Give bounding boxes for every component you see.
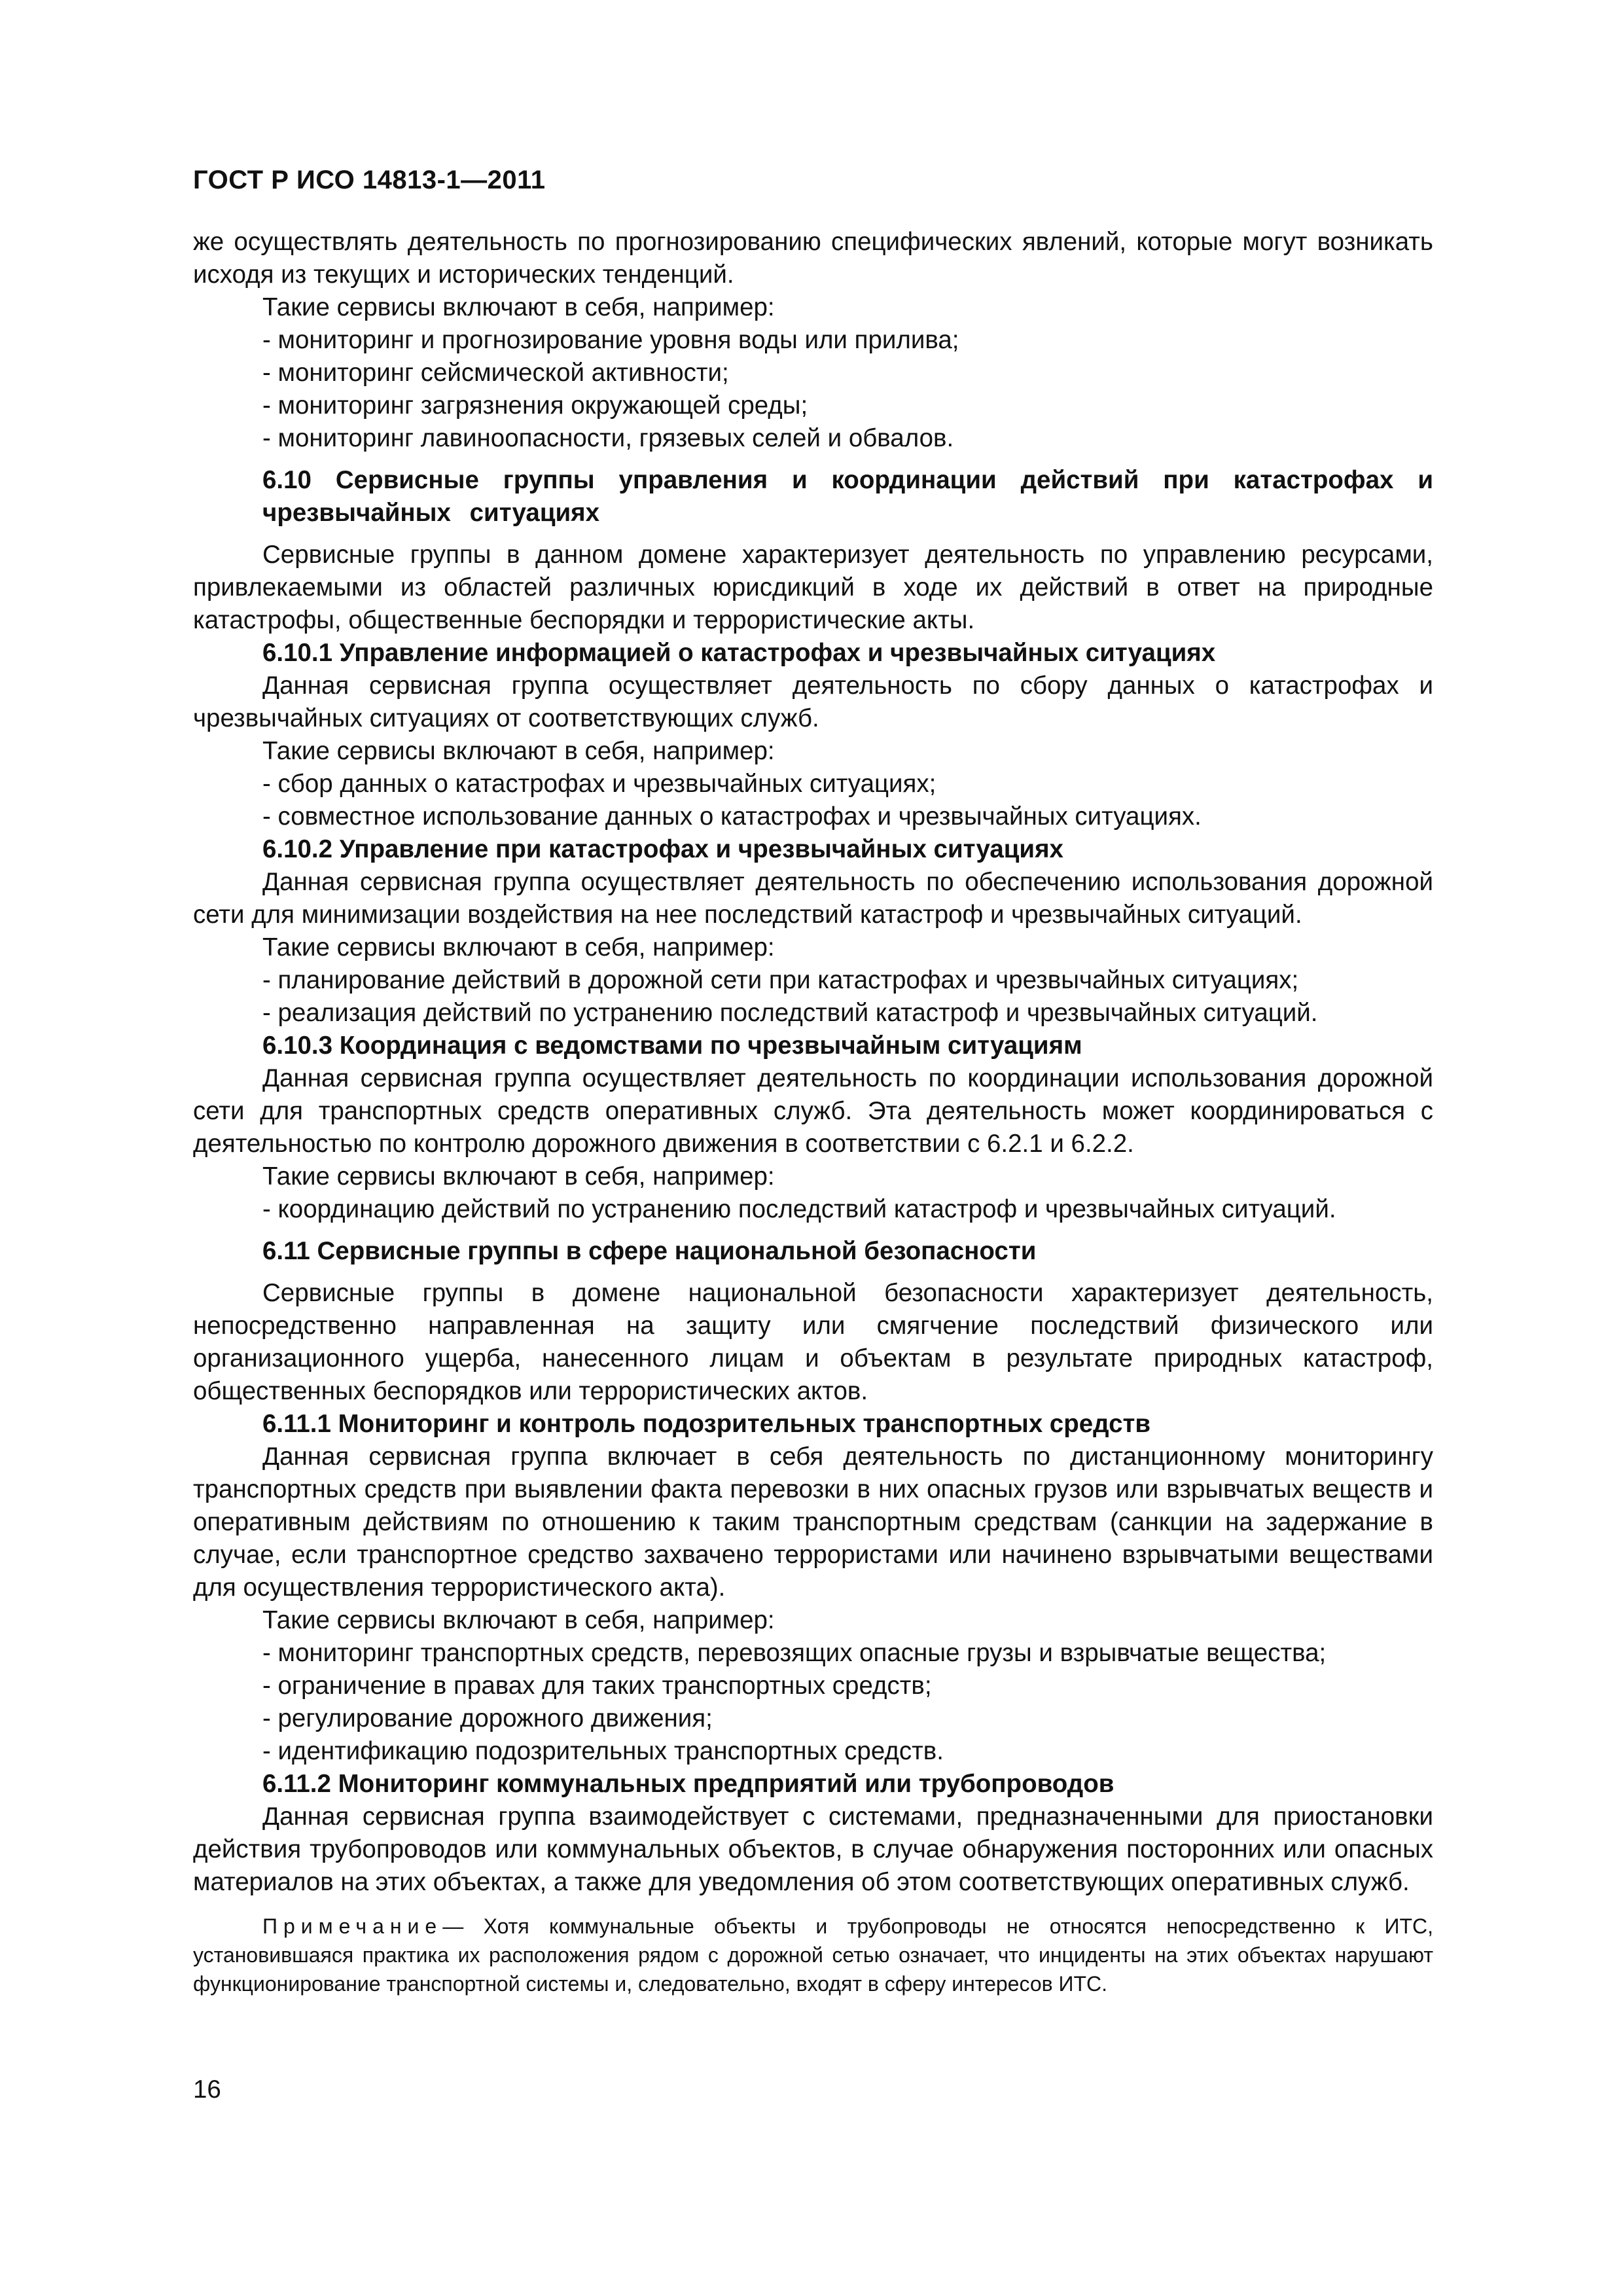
section-heading-6-11-2: 6.11.2 Мониторинг коммунальных предприятий или трубопроводов	[262, 1770, 1115, 1798]
section-heading-6-10-1: 6.10.1 Управление информацией о катастрофах и чрезвычайных ситуациях	[262, 639, 1216, 667]
paragraph: Данная сервисная группа осуществляет деятельность по обеспечению использования дорожной сети для минимизации воздействия на нее последствий катастроф и чрезвычайных ситуаций.	[193, 868, 1433, 929]
list-item: - реализация действий по устранению последствий катастроф и чрезвычайных ситуаций.	[262, 999, 1318, 1027]
note-text: — Хотя коммунальные объекты и трубопроводы не относятся непосредственно к ИТС, установившаяся практика их расположения рядом с дорожной сетью означает, что инциденты на этих объектах нарушают функционирование транспортной системы и, следовательно, входят в сферу интересов ИТС.	[193, 1914, 1433, 1996]
list-item: - мониторинг лавиноопасности, грязевых селей и обвалов.	[262, 424, 954, 452]
paragraph: Такие сервисы включают в себя, например:	[262, 293, 775, 321]
paragraph: Такие сервисы включают в себя, например:	[262, 933, 775, 961]
list-item: - мониторинг сейсмической активности;	[262, 359, 729, 387]
paragraph: Сервисные группы в домене национальной безопасности характеризует деятельность, непосредственно направленная на защиту или смягчение последствий физического или организационного ущерба, нанесенного лицам и объектам в результате природных катастроф, общественных беспорядков или террористических актов.	[193, 1279, 1433, 1405]
paragraph: Данная сервисная группа включает в себя деятельность по дистанционному мониторингу транспортных средств при выявлении факта перевозки в них опасных грузов или взрывчатых веществ и оперативным действиям по отношению к таким транспортным средствам (санкции на задержание в случае, если транспортное средство захвачено террористами или начинено взрывчатыми веществами для осуществления террористического акта).	[193, 1443, 1433, 1602]
list-item: - мониторинг транспортных средств, перевозящих опасные грузы и взрывчатые вещества;	[262, 1639, 1327, 1667]
paragraph: же осуществлять деятельность по прогнозированию специфических явлений, которые могут возникать исходя из текущих и исторических тенденций.	[193, 228, 1433, 289]
standard-header: ГОСТ Р ИСО 14813-1—2011	[193, 166, 546, 194]
paragraph: Данная сервисная группа взаимодействует с системами, предназначенными для приостановки действия трубопроводов или коммунальных объектов, в случае обнаружения посторонних или опасных материалов на этих объектах, а также для уведомления об этом соответствующих оперативных служб.	[193, 1803, 1433, 1896]
paragraph: Такие сервисы включают в себя, например:	[262, 1606, 775, 1634]
section-heading-6-10: 6.10 Сервисные группы управления и координации действий при катастрофах и чрезвычайных ситуациях	[262, 466, 1433, 527]
list-item: - мониторинг и прогнозирование уровня воды или прилива;	[262, 326, 959, 354]
paragraph: Такие сервисы включают в себя, например:	[262, 737, 775, 765]
paragraph: Сервисные группы в данном домене характеризует деятельность по управлению ресурсами, привлекаемыми из областей различных юрисдикций в ходе их действий в ответ на природные катастрофы, общественные беспорядки и террористические акты.	[193, 541, 1433, 634]
list-item: - совместное использование данных о катастрофах и чрезвычайных ситуациях.	[262, 802, 1202, 831]
paragraph: Данная сервисная группа осуществляет деятельность по координации использования дорожной сети для транспортных средств оперативных служб. Эта деятельность может координироваться с деятельностью по контролю дорожного движения в соответствии с 6.2.1 и 6.2.2.	[193, 1064, 1433, 1158]
note	[193, 1912, 1433, 1998]
page-number: 16	[193, 2075, 221, 2104]
list-item: - идентификацию подозрительных транспортных средств.	[262, 1737, 944, 1765]
list-item: - ограничение в правах для таких транспортных средств;	[262, 1672, 932, 1700]
section-heading-6-10-3: 6.10.3 Координация с ведомствами по чрезвычайным ситуациям	[262, 1031, 1082, 1060]
section-heading-6-11-1: 6.11.1 Мониторинг и контроль подозрительных транспортных средств	[262, 1410, 1151, 1438]
list-item: - координацию действий по устранению последствий катастроф и чрезвычайных ситуаций.	[262, 1195, 1336, 1223]
list-item: - планирование действий в дорожной сети при катастрофах и чрезвычайных ситуациях;	[262, 966, 1299, 994]
paragraph: Такие сервисы включают в себя, например:	[262, 1162, 775, 1191]
section-heading-6-11: 6.11 Сервисные группы в сфере национальной безопасности	[262, 1237, 1037, 1265]
paragraph: Данная сервисная группа осуществляет деятельность по сбору данных о катастрофах и чрезвычайных ситуациях от соответствующих служб.	[193, 672, 1433, 732]
section-heading-6-10-2: 6.10.2 Управление при катастрофах и чрезвычайных ситуациях	[262, 835, 1063, 863]
list-item: - сбор данных о катастрофах и чрезвычайных ситуациях;	[262, 770, 936, 798]
document-body	[193, 226, 1433, 1998]
list-item: - мониторинг загрязнения окружающей среды;	[262, 391, 808, 420]
note-label: Примечание	[262, 1914, 443, 1938]
list-item: - регулирование дорожного движения;	[262, 1704, 713, 1732]
